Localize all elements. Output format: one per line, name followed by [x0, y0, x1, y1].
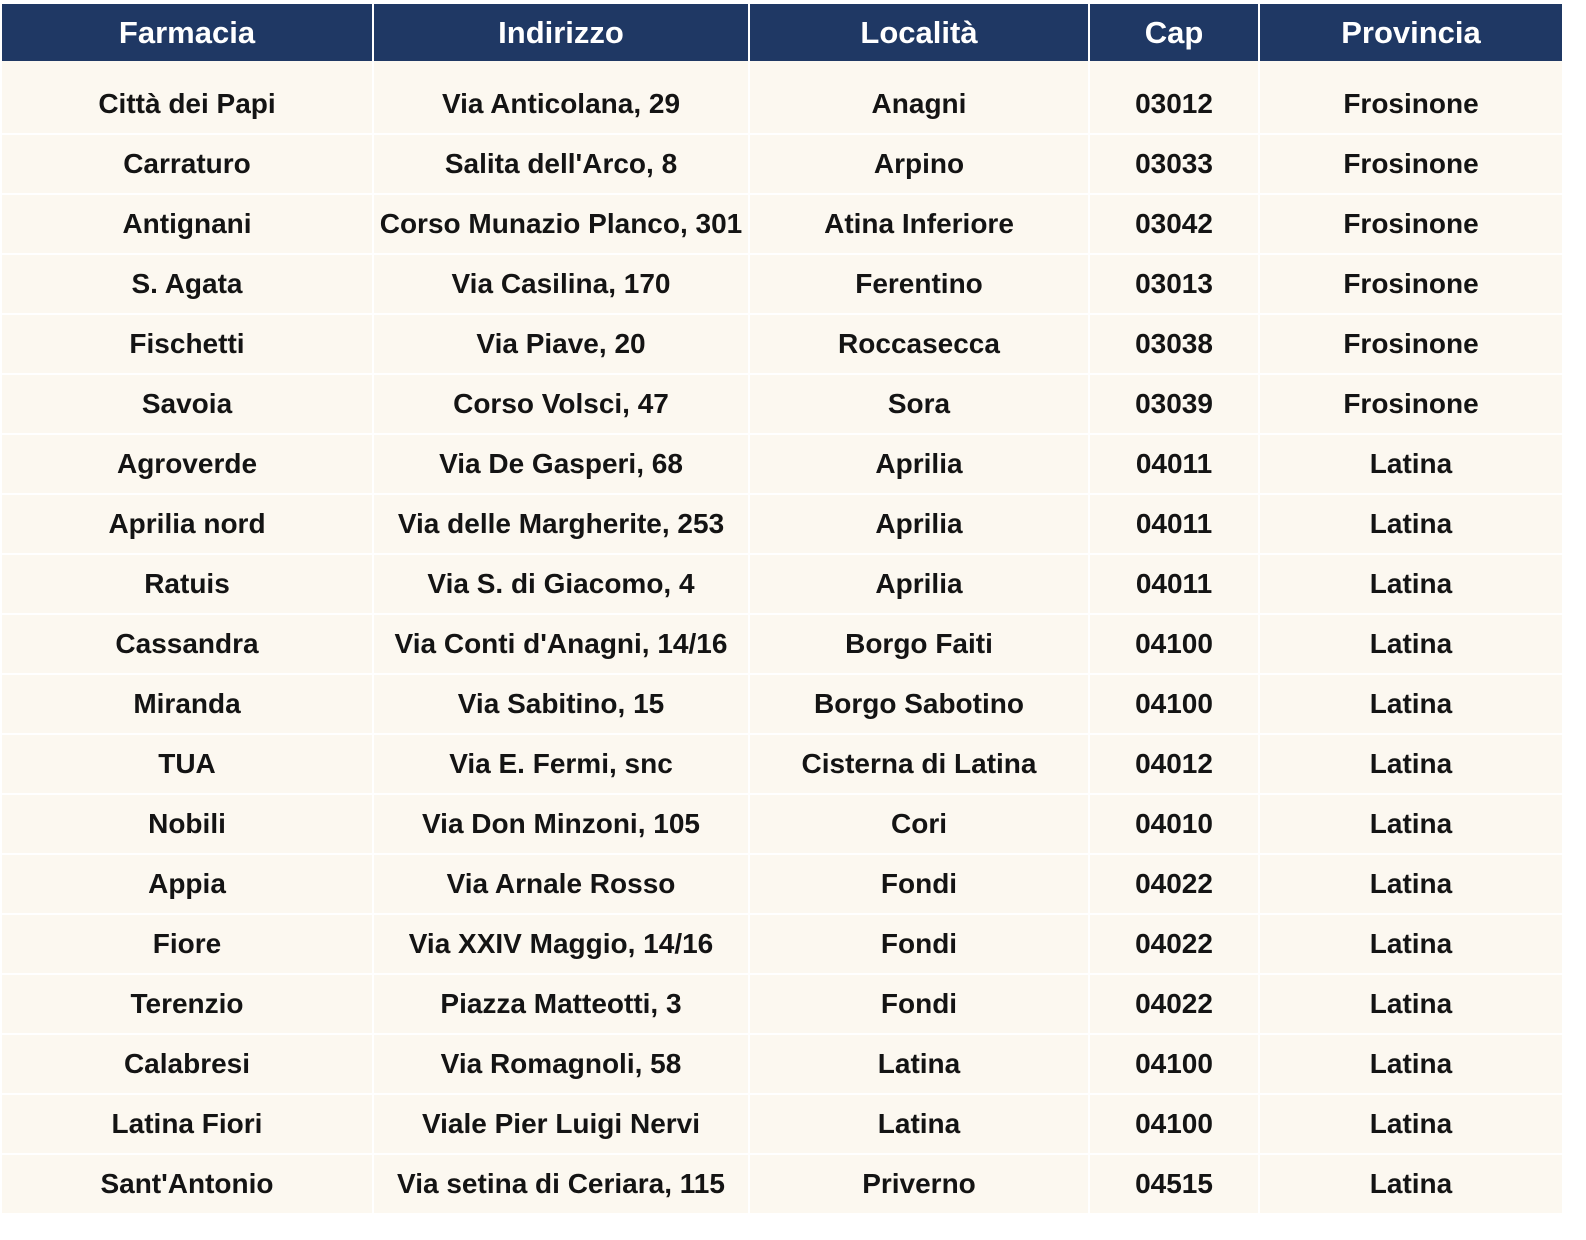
farmacia-cell: TUA: [2, 734, 373, 794]
provincia-cell: Latina: [1259, 554, 1562, 614]
localita-cell: Fondi: [749, 854, 1089, 914]
column-header-localita: Località: [749, 4, 1089, 61]
table-row: [2, 674, 1562, 734]
cap-cell: 04515: [1089, 1154, 1259, 1214]
cap-cell: 04022: [1089, 854, 1259, 914]
header-row: [2, 4, 1562, 61]
table-row: [2, 974, 1562, 1034]
farmacia-cell: Città dei Papi: [2, 75, 373, 134]
indirizzo-cell: Corso Volsci, 47: [373, 374, 749, 434]
cap-cell: 03012: [1089, 75, 1259, 134]
spacer-cell: [2, 61, 373, 75]
cap-cell: 03039: [1089, 374, 1259, 434]
spacer-cell: [1259, 61, 1562, 75]
farmacia-cell: Cassandra: [2, 614, 373, 674]
indirizzo-cell: Via Don Minzoni, 105: [373, 794, 749, 854]
table-row: [2, 254, 1562, 314]
provincia-cell: Latina: [1259, 794, 1562, 854]
indirizzo-cell: Viale Pier Luigi Nervi: [373, 1094, 749, 1154]
localita-cell: Fondi: [749, 914, 1089, 974]
table-row: [2, 75, 1562, 134]
localita-cell: Borgo Sabotino: [749, 674, 1089, 734]
cap-cell: 04010: [1089, 794, 1259, 854]
localita-cell: Latina: [749, 1094, 1089, 1154]
farmacia-cell: Terenzio: [2, 974, 373, 1034]
provincia-cell: Latina: [1259, 674, 1562, 734]
farmacia-cell: Calabresi: [2, 1034, 373, 1094]
table-row: [2, 914, 1562, 974]
farmacia-cell: Fischetti: [2, 314, 373, 374]
farmacia-cell: S. Agata: [2, 254, 373, 314]
farmacia-cell: Ratuis: [2, 554, 373, 614]
table-row: [2, 1154, 1562, 1214]
provincia-cell: Frosinone: [1259, 134, 1562, 194]
farmacia-cell: Appia: [2, 854, 373, 914]
localita-cell: Ferentino: [749, 254, 1089, 314]
farmacia-cell: Fiore: [2, 914, 373, 974]
table-row: [2, 854, 1562, 914]
table-row: [2, 494, 1562, 554]
table-row: [2, 314, 1562, 374]
localita-cell: Fondi: [749, 974, 1089, 1034]
table-row: [2, 554, 1562, 614]
spacer-cell: [749, 61, 1089, 75]
indirizzo-cell: Via Casilina, 170: [373, 254, 749, 314]
farmacia-cell: Savoia: [2, 374, 373, 434]
spacer-cell: [373, 61, 749, 75]
indirizzo-cell: Via S. di Giacomo, 4: [373, 554, 749, 614]
provincia-cell: Latina: [1259, 1154, 1562, 1214]
table-row: [2, 374, 1562, 434]
cap-cell: 03013: [1089, 254, 1259, 314]
table-row: [2, 134, 1562, 194]
provincia-cell: Latina: [1259, 434, 1562, 494]
spacer-row: [2, 61, 1562, 75]
farmacia-cell: Agroverde: [2, 434, 373, 494]
indirizzo-cell: Via Piave, 20: [373, 314, 749, 374]
indirizzo-cell: Via Anticolana, 29: [373, 75, 749, 134]
provincia-cell: Latina: [1259, 1034, 1562, 1094]
indirizzo-cell: Via E. Fermi, snc: [373, 734, 749, 794]
indirizzo-cell: Via Sabitino, 15: [373, 674, 749, 734]
cap-cell: 04100: [1089, 1034, 1259, 1094]
indirizzo-cell: Corso Munazio Planco, 301: [373, 194, 749, 254]
table-row: [2, 734, 1562, 794]
cap-cell: 03033: [1089, 134, 1259, 194]
cap-cell: 04011: [1089, 434, 1259, 494]
farmacia-cell: Antignani: [2, 194, 373, 254]
column-header-indirizzo: Indirizzo: [373, 4, 749, 61]
farmacia-cell: Latina Fiori: [2, 1094, 373, 1154]
table-header: [2, 4, 1562, 61]
indirizzo-cell: Via De Gasperi, 68: [373, 434, 749, 494]
localita-cell: Aprilia: [749, 554, 1089, 614]
pharmacy-table: [2, 4, 1562, 1215]
cap-cell: 04100: [1089, 614, 1259, 674]
localita-cell: Cisterna di Latina: [749, 734, 1089, 794]
provincia-cell: Latina: [1259, 914, 1562, 974]
table-spacer: [2, 61, 1562, 75]
provincia-cell: Frosinone: [1259, 314, 1562, 374]
farmacia-cell: Nobili: [2, 794, 373, 854]
table-row: [2, 614, 1562, 674]
cap-cell: 04022: [1089, 914, 1259, 974]
cap-cell: 04011: [1089, 494, 1259, 554]
localita-cell: Aprilia: [749, 494, 1089, 554]
localita-cell: Latina: [749, 1034, 1089, 1094]
localita-cell: Borgo Faiti: [749, 614, 1089, 674]
table-row: [2, 434, 1562, 494]
cap-cell: 04012: [1089, 734, 1259, 794]
provincia-cell: Latina: [1259, 974, 1562, 1034]
provincia-cell: Latina: [1259, 494, 1562, 554]
cap-cell: 03038: [1089, 314, 1259, 374]
table-row: [2, 1034, 1562, 1094]
provincia-cell: Latina: [1259, 854, 1562, 914]
cap-cell: 04011: [1089, 554, 1259, 614]
table-row: [2, 194, 1562, 254]
indirizzo-cell: Piazza Matteotti, 3: [373, 974, 749, 1034]
column-header-provincia: Provincia: [1259, 4, 1562, 61]
cap-cell: 03042: [1089, 194, 1259, 254]
farmacia-cell: Miranda: [2, 674, 373, 734]
provincia-cell: Frosinone: [1259, 75, 1562, 134]
table-body: [2, 75, 1562, 1214]
cap-cell: 04022: [1089, 974, 1259, 1034]
farmacia-cell: Carraturo: [2, 134, 373, 194]
cap-cell: 04100: [1089, 1094, 1259, 1154]
indirizzo-cell: Via setina di Ceriara, 115: [373, 1154, 749, 1214]
localita-cell: Priverno: [749, 1154, 1089, 1214]
indirizzo-cell: Via Conti d'Anagni, 14/16: [373, 614, 749, 674]
indirizzo-cell: Salita dell'Arco, 8: [373, 134, 749, 194]
farmacia-cell: Sant'Antonio: [2, 1154, 373, 1214]
localita-cell: Atina Inferiore: [749, 194, 1089, 254]
localita-cell: Aprilia: [749, 434, 1089, 494]
spacer-cell: [1089, 61, 1259, 75]
localita-cell: Anagni: [749, 75, 1089, 134]
indirizzo-cell: Via Romagnoli, 58: [373, 1034, 749, 1094]
table-row: [2, 794, 1562, 854]
provincia-cell: Frosinone: [1259, 254, 1562, 314]
localita-cell: Sora: [749, 374, 1089, 434]
provincia-cell: Frosinone: [1259, 374, 1562, 434]
provincia-cell: Latina: [1259, 614, 1562, 674]
localita-cell: Arpino: [749, 134, 1089, 194]
indirizzo-cell: Via XXIV Maggio, 14/16: [373, 914, 749, 974]
localita-cell: Cori: [749, 794, 1089, 854]
farmacia-cell: Aprilia nord: [2, 494, 373, 554]
column-header-farmacia: Farmacia: [2, 4, 373, 61]
provincia-cell: Latina: [1259, 734, 1562, 794]
localita-cell: Roccasecca: [749, 314, 1089, 374]
provincia-cell: Latina: [1259, 1094, 1562, 1154]
column-header-cap: Cap: [1089, 4, 1259, 61]
indirizzo-cell: Via Arnale Rosso: [373, 854, 749, 914]
provincia-cell: Frosinone: [1259, 194, 1562, 254]
indirizzo-cell: Via delle Margherite, 253: [373, 494, 749, 554]
pharmacy-table-container: [2, 4, 1562, 1215]
table-row: [2, 1094, 1562, 1154]
cap-cell: 04100: [1089, 674, 1259, 734]
